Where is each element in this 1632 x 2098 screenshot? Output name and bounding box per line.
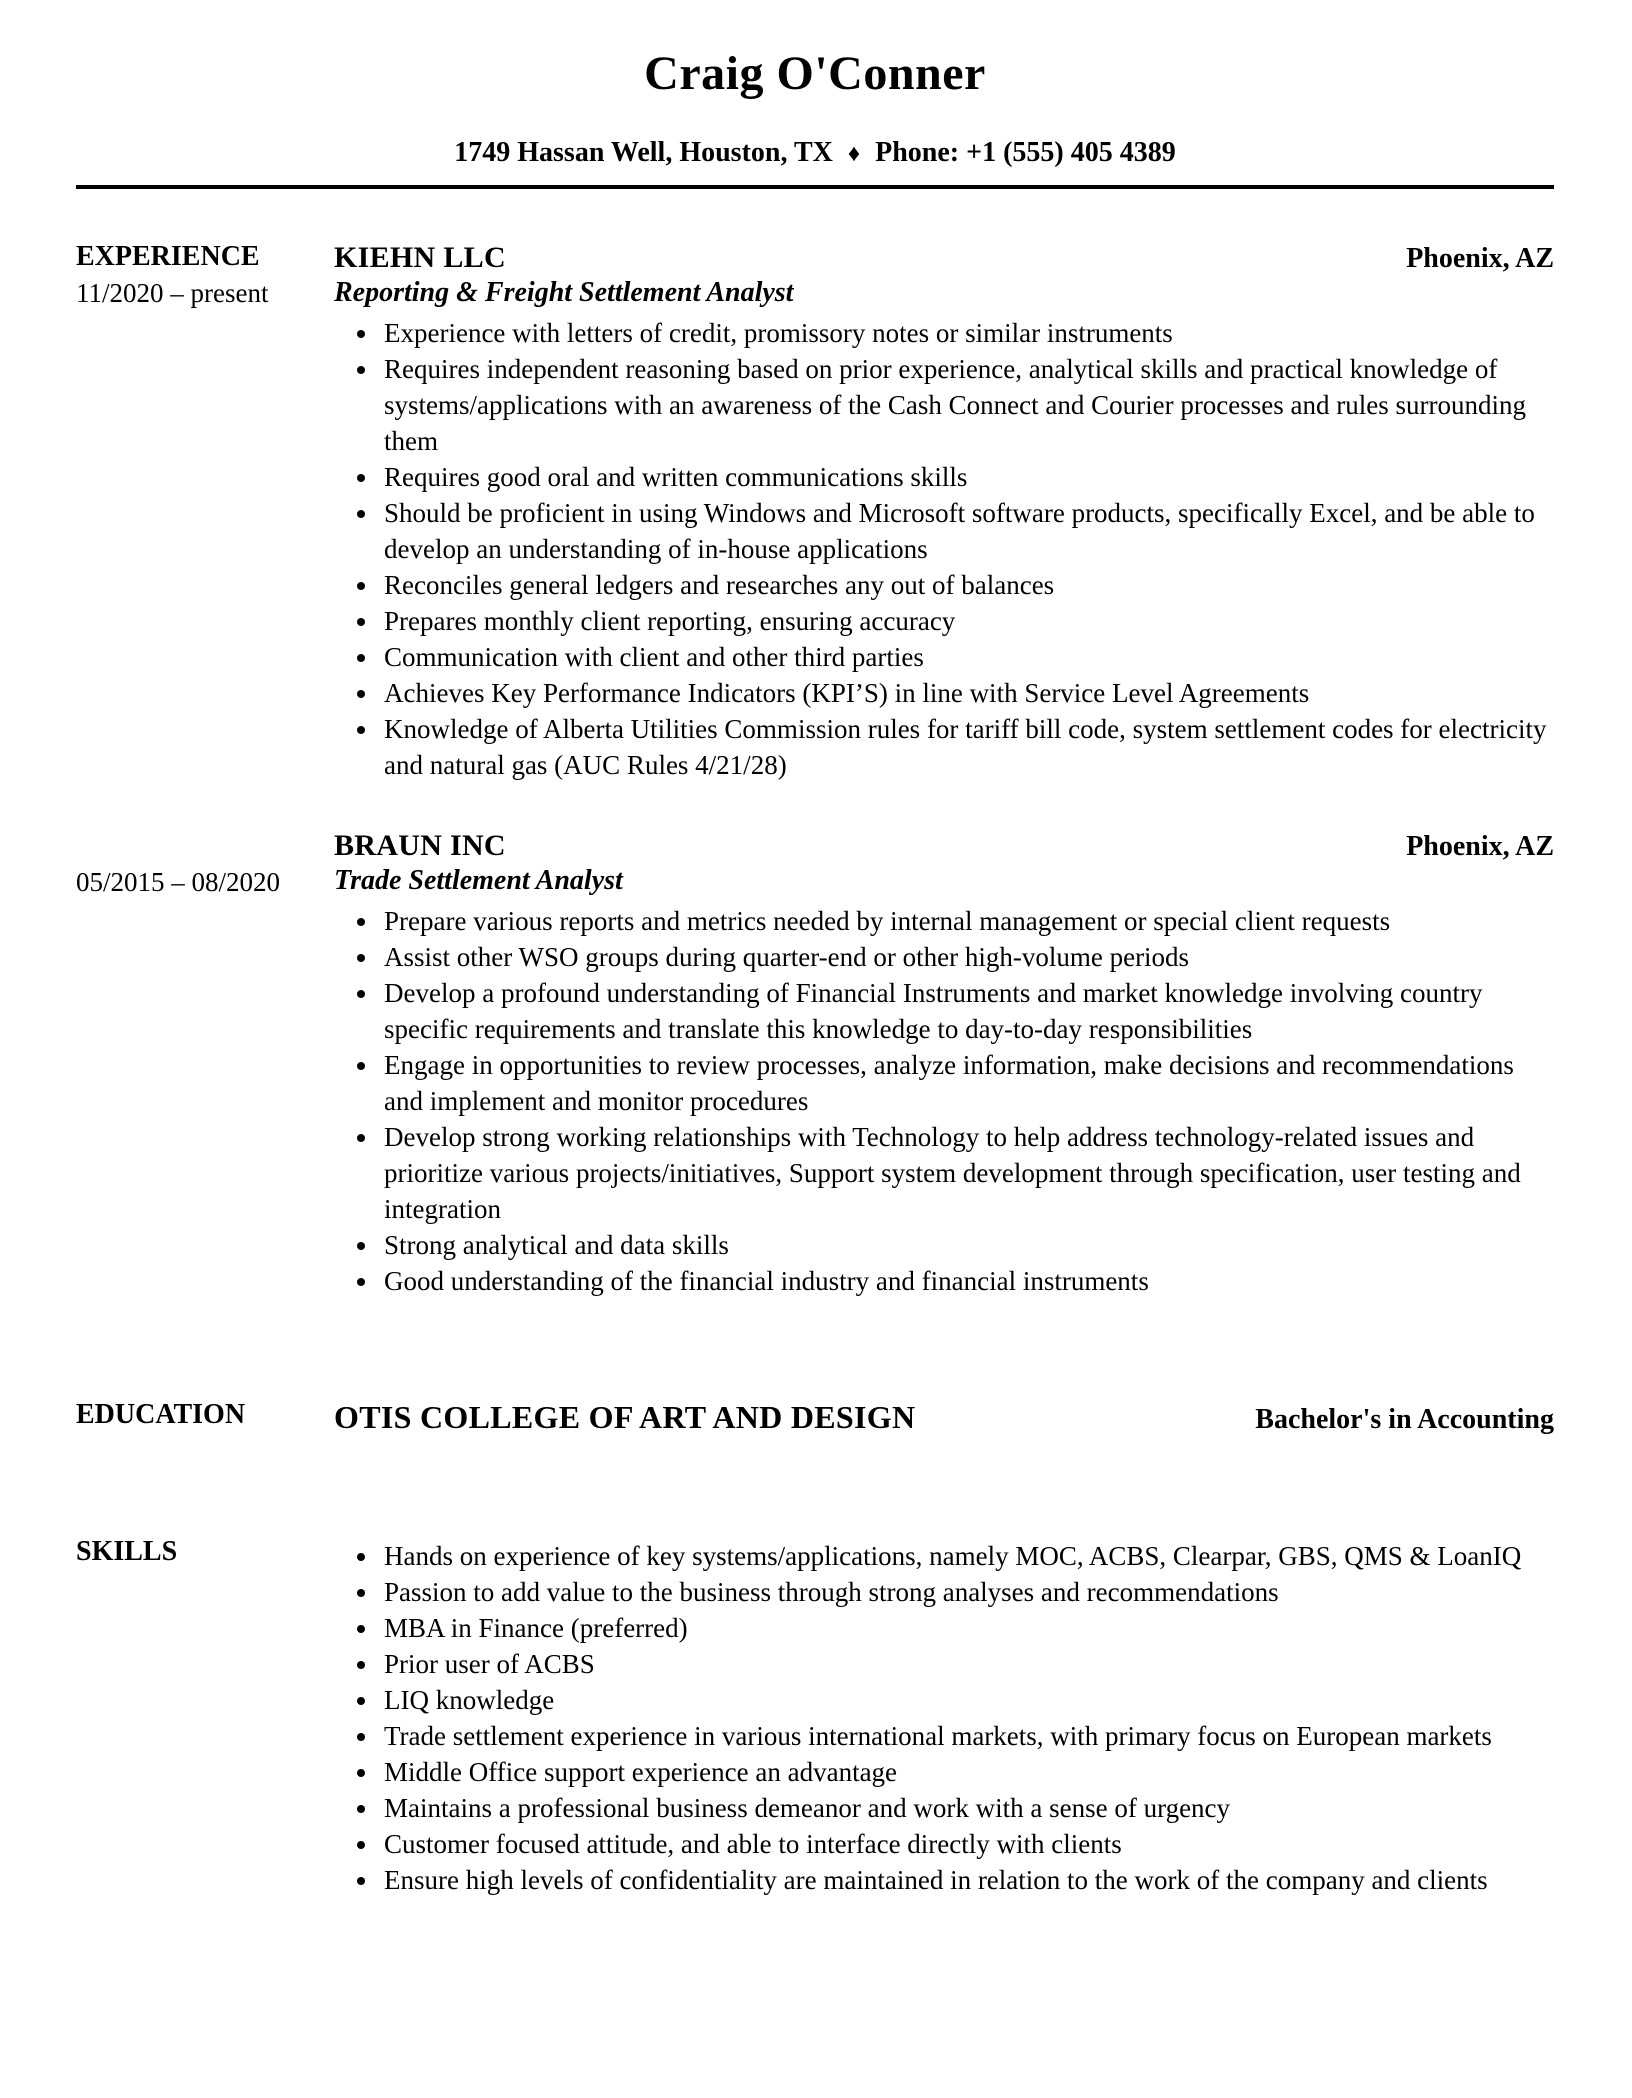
section-skills <box>76 1536 1554 1898</box>
company-row <box>334 829 1554 863</box>
bullet-item: • Requires independent reasoning based on prior experience, analytical skills and practical knowledge of systems/applications with an awareness of the Cash Connect and Courier processes and rules surrounding them <box>380 351 1554 459</box>
section-label-skills: SKILLS <box>76 1536 178 1567</box>
company-name: KIEHN LLC <box>334 241 506 274</box>
section-label-education: EDUCATION <box>76 1399 246 1430</box>
school-name: OTIS COLLEGE OF ART AND DESIGN <box>334 1399 916 1435</box>
bullet-item: • Prior user of ACBS <box>380 1646 1554 1682</box>
bullet-item: • Trade settlement experience in various international markets, with primary focus on European markets <box>380 1718 1554 1754</box>
resume-header <box>76 46 1554 189</box>
bullet-item: • Assist other WSO groups during quarter-end or other high-volume periods <box>380 939 1554 975</box>
company-name: BRAUN INC <box>334 829 506 862</box>
job-location: Phoenix, AZ <box>1406 243 1554 274</box>
bullet-item: • Engage in opportunities to review processes, analyze information, make decisions and recommendations and implement and monitor procedures <box>380 1047 1554 1119</box>
bullet-item: • Strong analytical and data skills <box>380 1227 1554 1263</box>
skills-content <box>334 1536 1554 1898</box>
bullet-item: • LIQ knowledge <box>380 1682 1554 1718</box>
bullet-list <box>334 315 1554 783</box>
bullet-item: • Achieves Key Performance Indicators (KPI’S) in line with Service Level Agreements <box>380 675 1554 711</box>
bullet-item: • Prepare various reports and metrics needed by internal management or special client requests <box>380 903 1554 939</box>
section-experience <box>76 241 1554 783</box>
job-entry <box>334 829 1554 1299</box>
bullet-item: • Prepares monthly client reporting, ensuring accuracy <box>380 603 1554 639</box>
skills-left-column <box>76 1536 334 1898</box>
job-dates: 11/2020 – present <box>76 278 269 308</box>
bullet-list <box>334 1538 1554 1898</box>
contact-line <box>76 137 1554 169</box>
candidate-name: Craig O'Conner <box>644 47 986 100</box>
bullet-list <box>334 903 1554 1299</box>
bullet-item: • Good understanding of the financial industry and financial instruments <box>380 1263 1554 1299</box>
section-education <box>76 1399 1554 1436</box>
bullet-item: • Should be proficient in using Windows and Microsoft software products, specifically Excel, and be able to develop an understanding of in-house applications <box>380 495 1554 567</box>
bullet-item: • Communication with client and other third parties <box>380 639 1554 675</box>
diamond-icon: ♦ <box>847 141 861 167</box>
section-label-experience: EXPERIENCE <box>76 241 260 272</box>
bullet-item: • MBA in Finance (preferred) <box>380 1610 1554 1646</box>
bullet-item: • Hands on experience of key systems/applications, namely MOC, ACBS, Clearpar, GBS, QMS & LoanIQ <box>380 1538 1554 1574</box>
job-title: Trade Settlement Analyst <box>334 865 623 896</box>
bullet-item: • Requires good oral and written communications skills <box>380 459 1554 495</box>
bullet-item: • Customer focused attitude, and able to interface directly with clients <box>380 1826 1554 1862</box>
bullet-item: • Middle Office support experience an advantage <box>380 1754 1554 1790</box>
experience-left-column <box>76 829 334 1299</box>
job-dates: 05/2015 – 08/2020 <box>76 867 281 897</box>
education-left-column <box>76 1399 334 1436</box>
job-title: Reporting & Freight Settlement Analyst <box>334 277 794 308</box>
company-row <box>334 241 1554 275</box>
bullet-item: • Ensure high levels of confidentiality are maintained in relation to the work of the company and clients <box>380 1862 1554 1898</box>
bullet-item: • Reconciles general ledgers and researches any out of balances <box>380 567 1554 603</box>
header-divider <box>76 185 1554 189</box>
experience-left-column <box>76 241 334 783</box>
bullet-item: • Knowledge of Alberta Utilities Commission rules for tariff bill code, system settlement codes for electricity and natural gas (AUC Rules 4/21/28) <box>380 711 1554 783</box>
education-entry <box>334 1399 1554 1436</box>
address-text: 1749 Hassan Well, Houston, TX <box>454 137 833 168</box>
bullet-item: • Maintains a professional business demeanor and work with a sense of urgency <box>380 1790 1554 1826</box>
phone-text: Phone: +1 (555) 405 4389 <box>875 137 1176 168</box>
bullet-item: • Develop strong working relationships with Technology to help address technology-related issues and prioritize various projects/initiatives, Support system development through specification, user testing and integration <box>380 1119 1554 1227</box>
bullet-item: • Passion to add value to the business through strong analyses and recommendations <box>380 1574 1554 1610</box>
section-experience-job2 <box>76 829 1554 1299</box>
bullet-item: • Experience with letters of credit, promissory notes or similar instruments <box>380 315 1554 351</box>
bullet-item: • Develop a profound understanding of Financial Instruments and market knowledge involving country specific requirements and translate this knowledge to day-to-day responsibilities <box>380 975 1554 1047</box>
job-entry <box>334 241 1554 783</box>
degree-name: Bachelor's in Accounting <box>1255 1404 1554 1435</box>
job-location: Phoenix, AZ <box>1406 831 1554 862</box>
